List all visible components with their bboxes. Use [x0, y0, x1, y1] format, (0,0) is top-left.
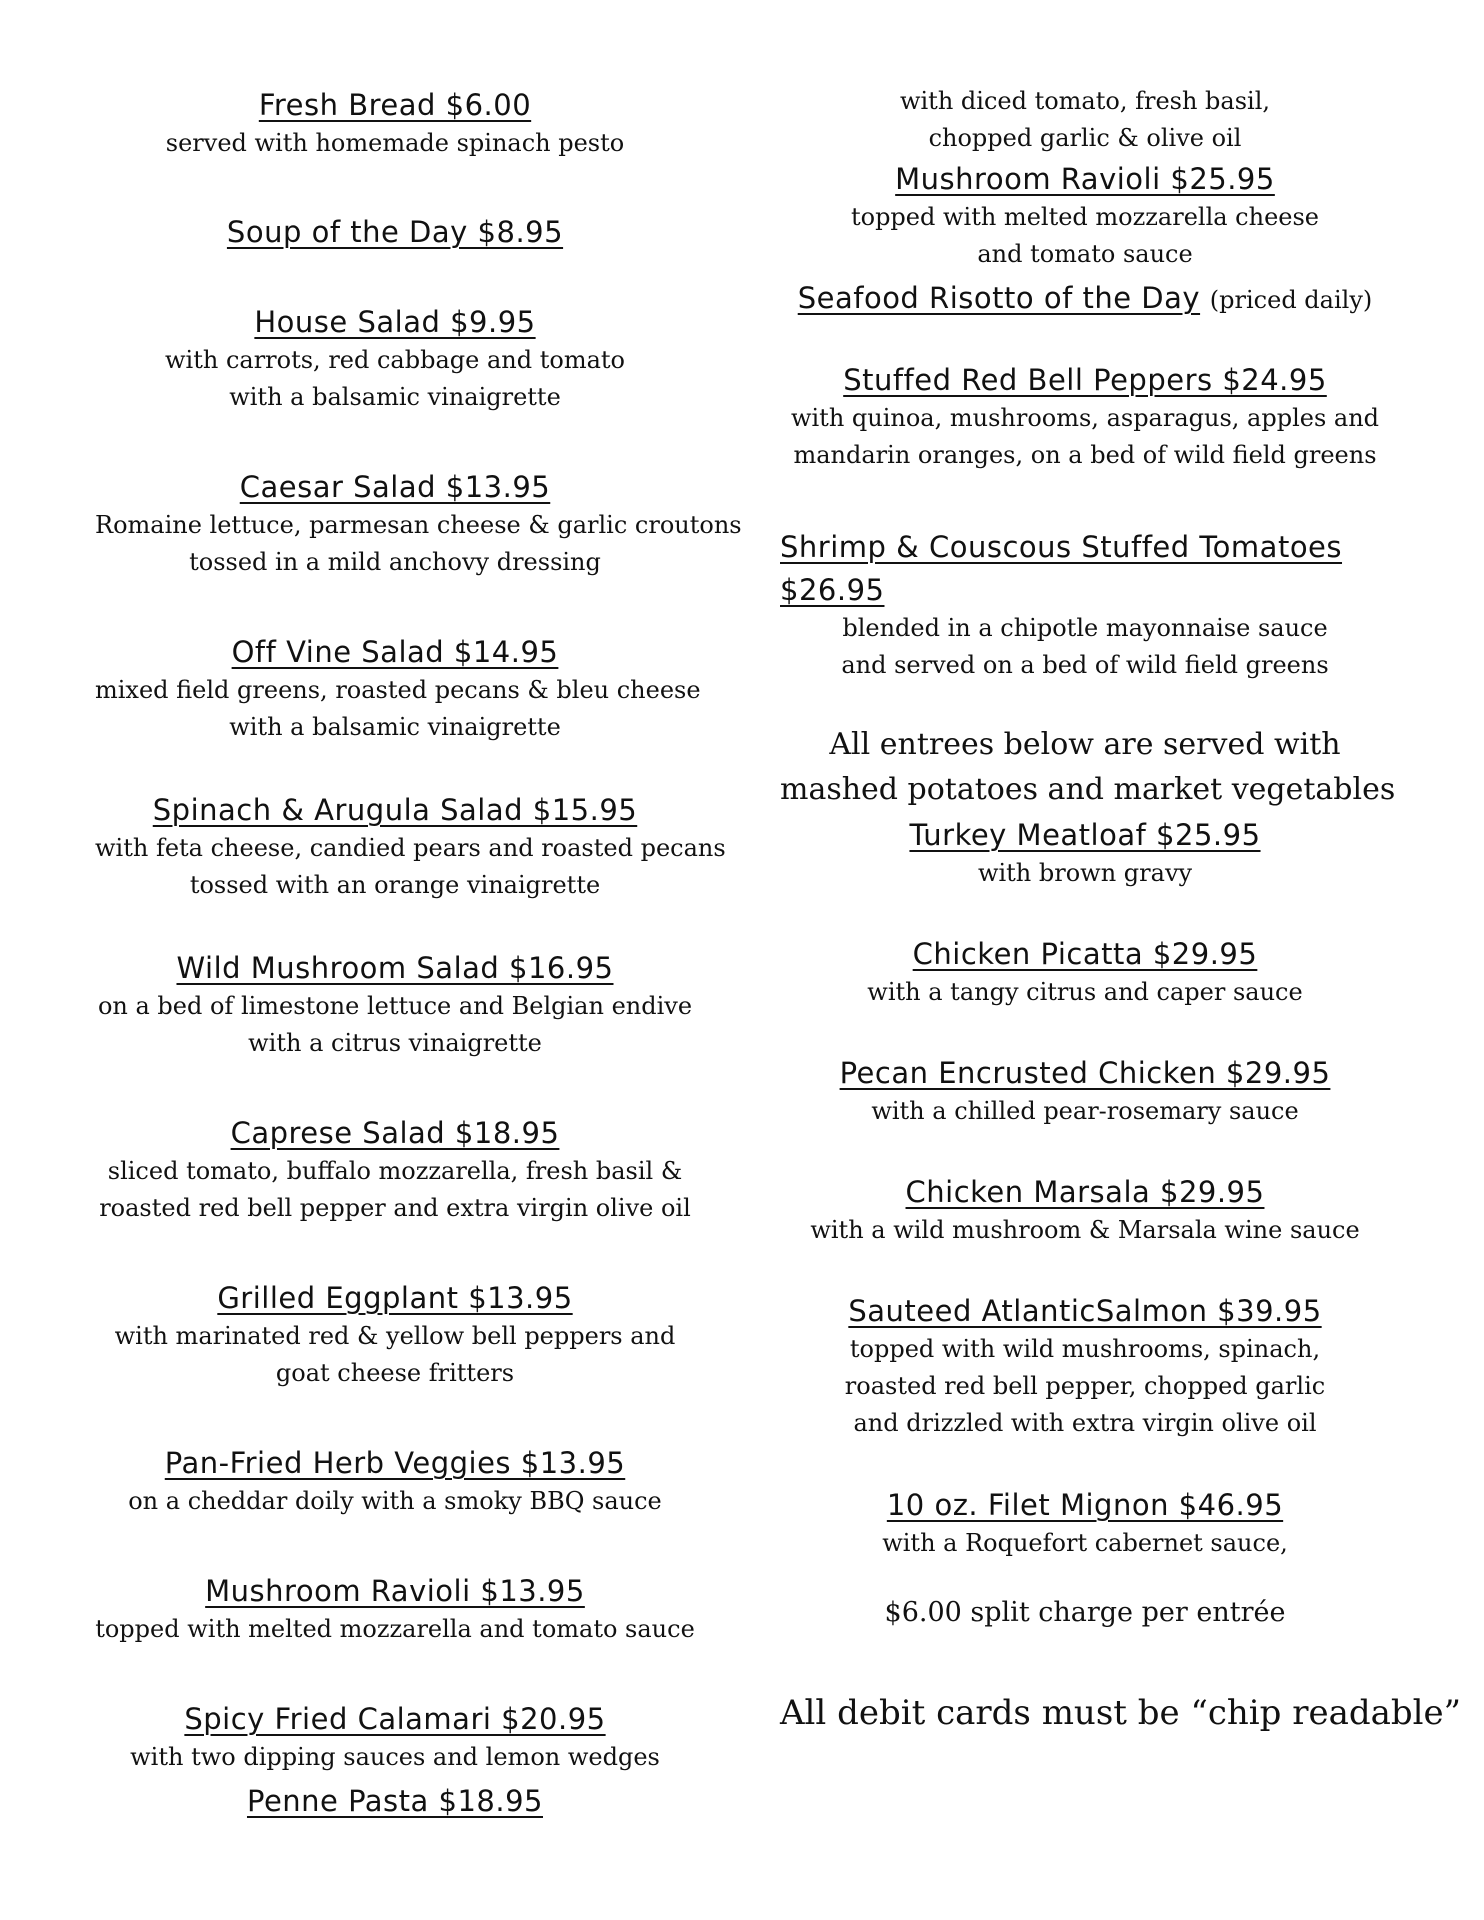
item-description: with a wild mushroom & Marsala wine sauce	[810, 1216, 1360, 1244]
item-description: topped with melted mozzarella cheese	[850, 203, 1320, 231]
item-description: on a bed of limestone lettuce and Belgian endive	[97, 992, 693, 1020]
menu-item-mushroom-ravioli-appetizer	[95, 1571, 695, 1648]
debit-card-note: All debit cards must be “chip readable”	[780, 1693, 1462, 1733]
menu-item-pecan-encrusted-chicken	[780, 1053, 1390, 1130]
penne-pasta-description: with diced tomato, fresh basil, chopped garlic & olive oil	[899, 87, 1271, 152]
menu-item-off-vine-salad	[95, 632, 701, 746]
item-description: with a balsamic vinaigrette	[229, 713, 561, 741]
item-title: House Salad $9.95	[254, 305, 536, 339]
menu-item-shrimp-couscous-tomatoes	[780, 527, 1390, 684]
item-description: with marinated red & yellow bell peppers and	[114, 1322, 676, 1350]
item-description: mandarin oranges, on a bed of wild field greens	[793, 441, 1377, 469]
item-title: Turkey Meatloaf $25.95	[909, 818, 1261, 852]
item-title: 10 oz. Filet Mignon $46.95	[886, 1488, 1284, 1522]
item-description: and drizzled with extra virgin olive oil	[853, 1409, 1317, 1437]
menu-item-caesar-salad	[95, 467, 742, 581]
menu-item-stuffed-red-bell-peppers	[780, 360, 1390, 474]
item-title: Soup of the Day $8.95	[226, 215, 564, 249]
menu-item-chicken-marsala	[780, 1172, 1390, 1249]
item-description: mixed field greens, roasted pecans & bleu cheese	[95, 676, 701, 704]
item-description: on a cheddar doily with a smoky BBQ sauce	[128, 1487, 662, 1515]
menu-item-pan-fried-herb-veggies	[95, 1443, 695, 1520]
item-description: with carrots, red cabbage and tomato	[165, 346, 625, 374]
item-title: Pan-Fried Herb Veggies $13.95	[164, 1446, 626, 1480]
item-title: Spinach & Arugula Salad $15.95	[152, 793, 638, 827]
entree-sides-note: All entrees below are served with mashed potatoes and market vegetables	[780, 727, 1396, 807]
item-description: with quinoa, mushrooms, asparagus, apples and	[790, 404, 1380, 432]
item-title: Pecan Encrusted Chicken $29.95	[839, 1056, 1331, 1090]
item-description: sliced tomato, buffalo mozzarella, fresh basil &	[107, 1157, 683, 1185]
item-description: tossed in a mild anchovy dressing	[189, 548, 601, 576]
item-description: goat cheese fritters	[275, 1359, 515, 1387]
item-description: and served on a bed of wild field greens	[841, 651, 1329, 679]
menu-item-grilled-eggplant	[95, 1278, 695, 1392]
item-title: Caprese Salad $18.95	[230, 1116, 560, 1150]
item-title: Mushroom Ravioli $25.95	[895, 162, 1275, 196]
item-description: Romaine lettuce, parmesan cheese & garlic croutons	[95, 511, 742, 539]
menu-item-penne-pasta	[95, 1781, 695, 1821]
menu-item-fresh-bread	[95, 85, 695, 162]
item-title: Wild Mushroom Salad $16.95	[176, 951, 614, 985]
menu-item-mushroom-ravioli-entree	[780, 159, 1390, 273]
item-description: blended in a chipotle mayonnaise sauce	[842, 614, 1328, 642]
item-description: topped with melted mozzarella and tomato sauce	[95, 1615, 695, 1643]
item-description: and tomato sauce	[977, 240, 1193, 268]
item-description: tossed with an orange vinaigrette	[189, 871, 601, 899]
item-description: served with homemade spinach pesto	[165, 129, 625, 157]
item-title: Spicy Fried Calamari $20.95	[184, 1702, 606, 1736]
item-description: topped with wild mushrooms, spinach,	[849, 1335, 1321, 1363]
menu-item-turkey-meatloaf	[780, 815, 1390, 892]
item-description: with feta cheese, candied pears and roasted pecans	[95, 834, 726, 862]
menu-item-spinach-arugula-salad	[95, 790, 726, 904]
menu-item-soup-of-the-day	[95, 212, 695, 252]
item-description: with two dipping sauces and lemon wedges	[130, 1743, 660, 1771]
item-description: with brown gravy	[977, 859, 1193, 887]
item-price-note: (priced daily)	[1209, 286, 1373, 314]
item-title: Penne Pasta $18.95	[246, 1784, 543, 1818]
item-description: roasted red bell pepper, chopped garlic	[844, 1372, 1326, 1400]
item-price: $26.95	[780, 573, 885, 607]
menu-item-house-salad	[95, 302, 695, 416]
menu-item-seafood-risotto	[780, 278, 1390, 320]
item-description: roasted red bell pepper and extra virgin olive oil	[99, 1194, 691, 1222]
item-title: Fresh Bread $6.00	[258, 88, 532, 122]
item-title: Stuffed Red Bell Peppers $24.95	[843, 363, 1327, 397]
item-title: Chicken Picatta $29.95	[912, 937, 1258, 971]
menu-item-chicken-picatta	[780, 934, 1390, 1011]
item-title: Off Vine Salad $14.95	[231, 635, 559, 669]
item-title: Sauteed AtlanticSalmon $39.95	[848, 1294, 1322, 1328]
item-description: with a citrus vinaigrette	[248, 1029, 542, 1057]
item-description: with a tangy citrus and caper sauce	[867, 978, 1303, 1006]
item-description: with a balsamic vinaigrette	[229, 383, 561, 411]
menu-item-sauteed-atlantic-salmon	[780, 1291, 1390, 1442]
item-description: with a chilled pear-rosemary sauce	[871, 1097, 1299, 1125]
item-title: Caesar Salad $13.95	[239, 470, 551, 504]
item-title: Grilled Eggplant $13.95	[217, 1281, 573, 1315]
item-title: Shrimp & Couscous Stuffed Tomatoes	[780, 530, 1343, 564]
item-title: Mushroom Ravioli $13.95	[205, 1574, 585, 1608]
item-title: Chicken Marsala $29.95	[905, 1175, 1265, 1209]
split-charge-note: $6.00 split charge per entrée	[884, 1597, 1286, 1628]
menu-item-spicy-fried-calamari	[95, 1699, 695, 1776]
menu-item-caprese-salad	[95, 1113, 695, 1227]
item-description: with a Roquefort cabernet sauce,	[882, 1529, 1288, 1557]
item-title: Seafood Risotto of the Day	[797, 281, 1201, 315]
menu-item-filet-mignon	[780, 1485, 1390, 1562]
menu-item-wild-mushroom-salad	[95, 948, 695, 1062]
